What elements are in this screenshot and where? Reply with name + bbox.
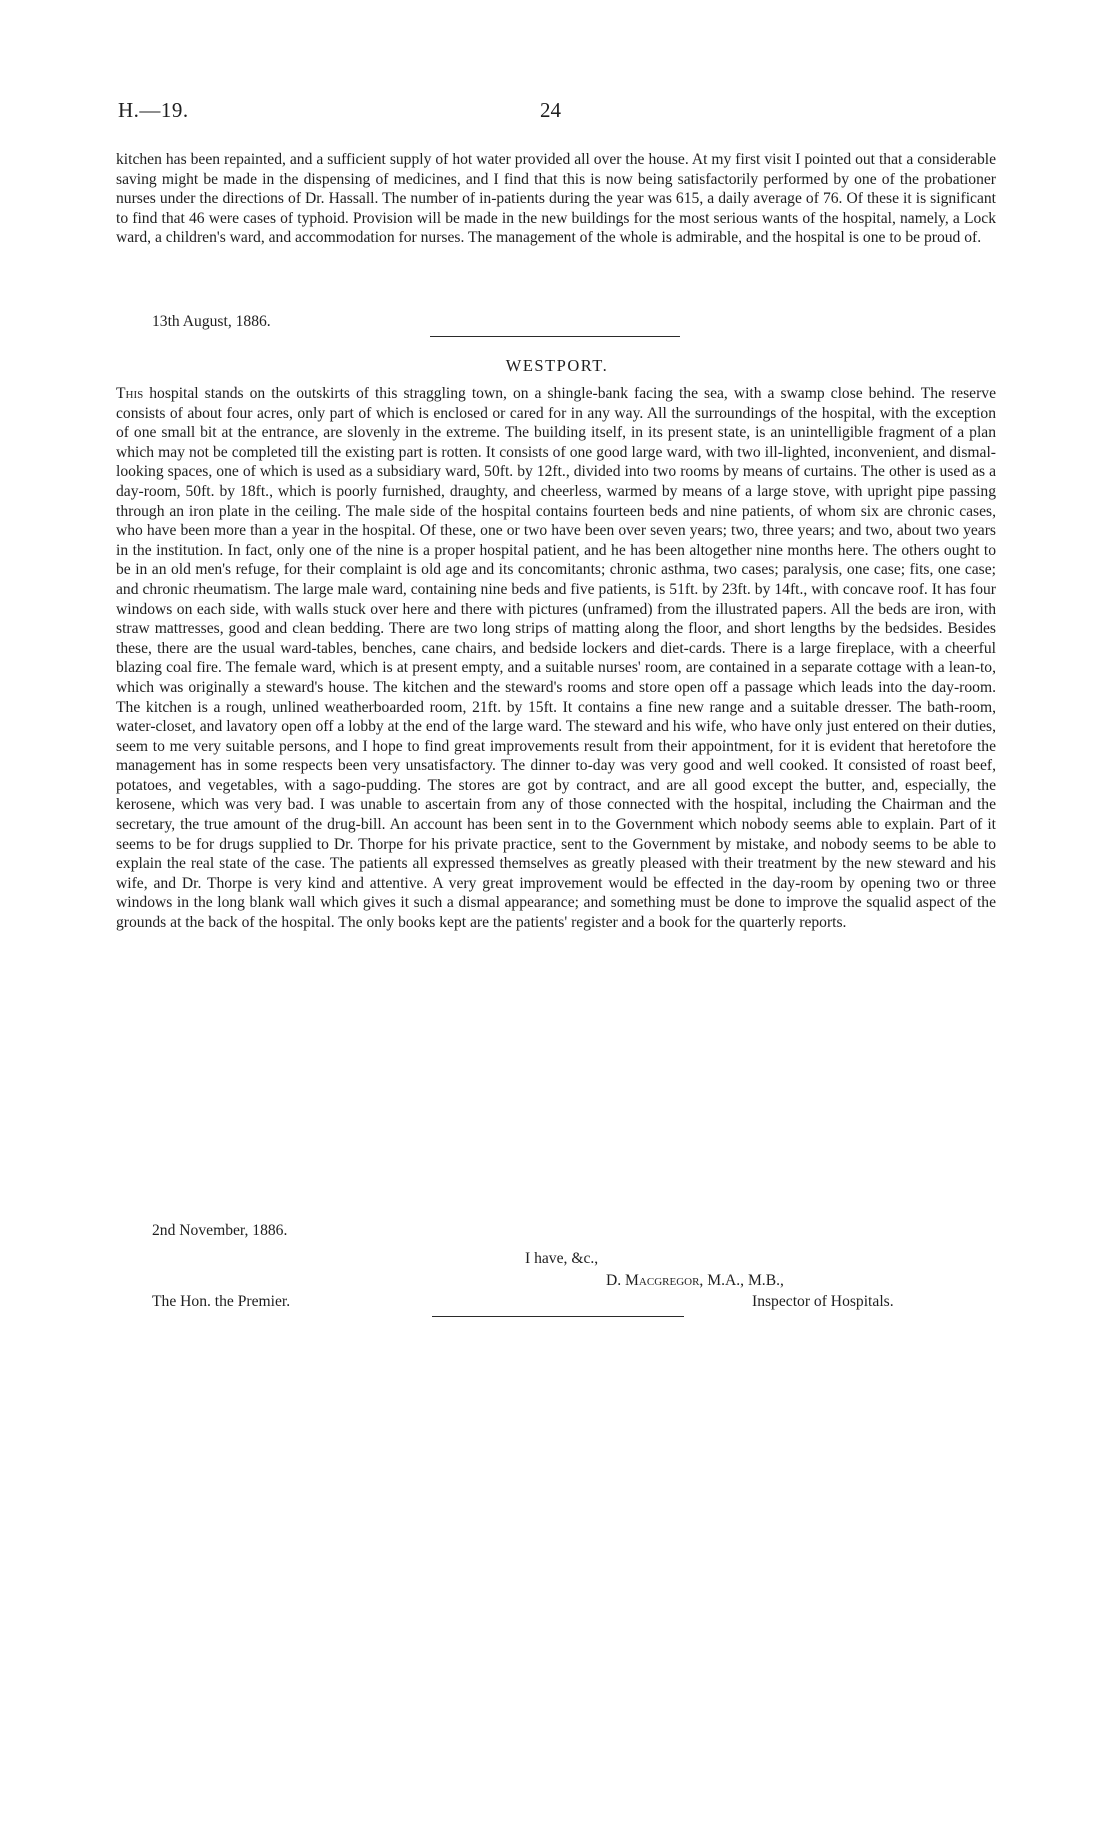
page-number: 24 [540,98,561,122]
westport-paragraph [116,384,996,1224]
westport-body: hospital stands on the outskirts of this straggling town, on a shingle-bank facing the sea, with a swamp close behind. The reserve consists of about four acres, only part of which is enclosed or cared for in any way. All the surroundings of the hospital, with the exception of one small bit at the entrance, are slovenly in the extreme. The building itself, in its present state, is an unintelligible fragment of a plan which may not be completed till the existing part is rotten. It consists of one good large ward, with two ill-lighted, inconvenient, and dismal-looking spaces, one of which is used as a subsidiary ward, 50ft. by 12ft., divided into two rooms by means of curtains. The other is used as a day-room, 50ft. by 18ft., which is poorly furnished, draughty, and cheerless, warmed by means of a large stove, with upright pipe passing through an iron plate in the ceiling. The male side of the hospital contains fourteen beds and nine patients, of whom six are chronic cases, who have been more than a year in the hospital. Of these, one or two have been over seven years; two, three years; and two, about two years in the institution. In fact, only one of the nine is a proper hospital patient, and he has been altogether nine months here. The others ought to be in an old men's refuge, for their complaint is old age and its concomitants; chronic asthma, two cases; paralysis, one case; fits, one case; and chronic rheumatism. The large male ward, containing nine beds and five patients, is 51ft. by 23ft. by 14ft., with concave roof. It has four windows on each side, with walls stuck over here and there with pictures (unframed) from the illustrated papers. All the beds are iron, with straw mattresses, good and clean bedding. There are two long strips of matting along the floor, and short lengths by the bedsides. Besides these, there are the usual ward-tables, benches, cane chairs, and bedside lockers and diet-cards. There is a large fireplace, with a cheerful blazing coal fire. The female ward, which is at present empty, and a suitable nurses' room, are contained in a separate cottage with a lean-to, which was originally a steward's house. The kitchen and the steward's rooms and store open off a passage which leads into the day-room. The kitchen is a rough, unlined weatherboarded room, 21ft. by 15ft. It contains a fine new range and a suitable dresser. The bath-room, water-closet, and lavatory open off a lobby at the end of the large ward. The steward and his wife, who have only just entered on their duties, seem to me very suitable persons, and I hope to find great improvements result from their appointment, for it is evident that heretofore the management has in some respects been very unsatisfactory. The dinner to-day was very good and well cooked. It consisted of roast beef, potatoes, and vegetables, with a sago-pudding. The stores are got by contract, and are all good except the butter, and, especially, the kerosene, which was very bad. I was unable to ascertain from any of those connected with the hospital, including the Chairman and the secretary, the true amount of the drug-bill. An account has been sent in to the Government which nobody seems able to explain. Part of it seems to be for drugs supplied to Dr. Thorpe for his private practice, sent to the Government by mistake, and nobody seems to be able to explain the real state of the case. The patients all expressed themselves as greatly pleased with their treatment by the new steward and his wife, and Dr. Thorpe is very kind and attentive. A very great improvement would be effected in the day-room by opening two or three windows in the long blank wall which gives it such a dismal appearance; and something must be done to improve the squalid aspect of the grounds at the back of the hospital. The only books kept are the patients' register and a book for the quarterly reports. [116,385,996,932]
closing-salutation: I have, &c., [525,1250,599,1267]
section-title-westport: WESTPORT. [505,356,609,375]
document-reference: H.—19. [118,98,189,122]
westport-report-date: 2nd November, 1886. [152,1222,288,1239]
signer-name: D. Macgregor, M.A., M.B., [606,1272,784,1289]
preceding-paragraph: kitchen has been repainted, and a sufficient supply of hot water provided all over the house. At my first visit I pointed out that a considerable saving might be made in the dispensing of medicines, and I find that this is now being satisfactorily performed by one of the probationer nurses under the directions of Dr. Hassall. The number of in-patients during the year was 615, a daily average of 76. Of these it is significant to find that 46 were cases of typhoid. Provision will be made in the new buildings for the most serious wants of the hospital, namely, a Lock ward, a children's ward, and accommodation for nurses. The management of the whole is admirable, and the hospital is one to be proud of. [116,151,996,247]
signer-title: Inspector of Hospitals. [752,1293,894,1310]
addressee: The Hon. the Premier. [152,1293,291,1310]
closing-divider [432,1316,684,1317]
lead-word: This [116,385,144,402]
section-divider [430,336,680,337]
preceding-report-date: 13th August, 1886. [152,313,271,330]
